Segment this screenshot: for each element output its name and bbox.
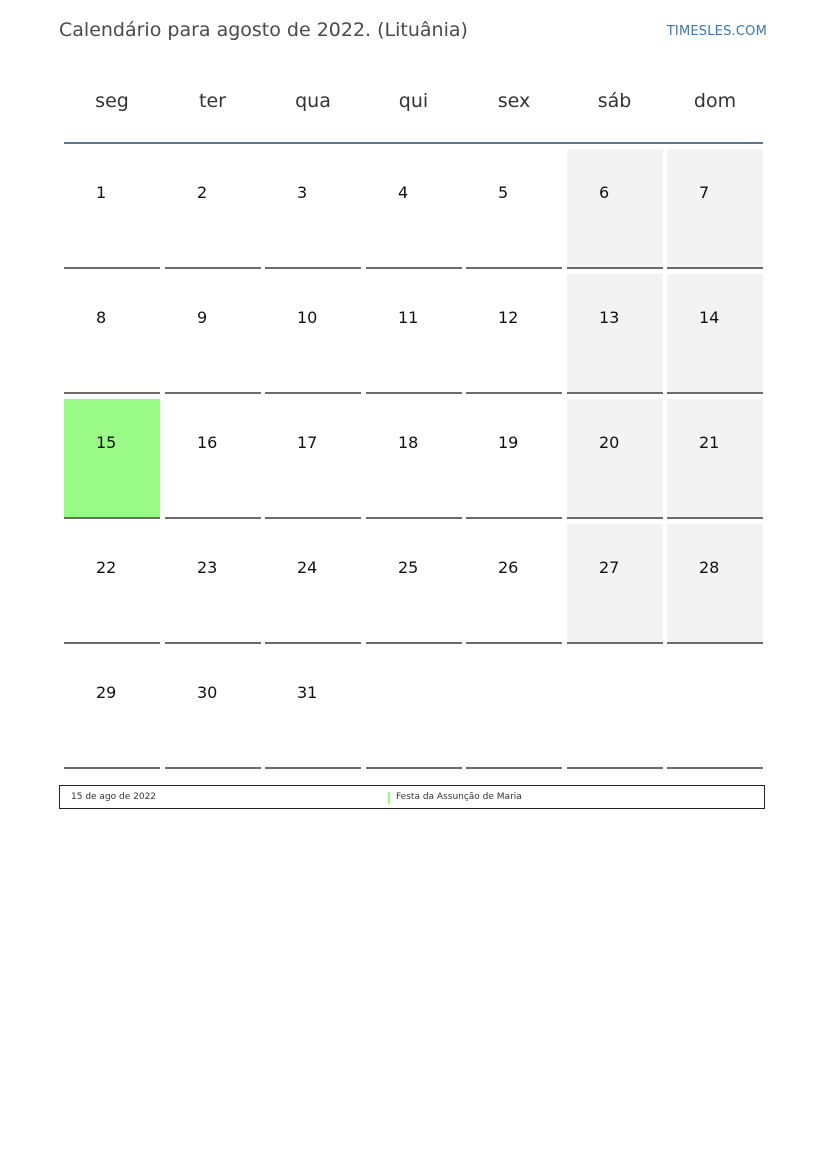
- day-number: 7: [699, 183, 710, 202]
- weekday-sun: dom: [693, 90, 737, 112]
- day-cell[interactable]: [466, 274, 562, 394]
- day-cell[interactable]: [165, 649, 261, 769]
- day-number: 22: [96, 558, 117, 577]
- brand-link[interactable]: TIMESLES.COM: [666, 24, 767, 39]
- day-cell[interactable]: [366, 399, 462, 519]
- day-cell[interactable]: [567, 399, 663, 519]
- day-cell[interactable]: [165, 274, 261, 394]
- day-number: 21: [699, 433, 720, 452]
- day-number: 23: [197, 558, 218, 577]
- day-cell[interactable]: [466, 524, 562, 644]
- header-divider: [64, 142, 763, 144]
- legend-date: 15 de ago de 2022: [71, 792, 157, 802]
- day-cell[interactable]: [567, 524, 663, 644]
- day-cell[interactable]: [466, 149, 562, 269]
- day-number: 2: [197, 183, 208, 202]
- calendar-grid: [64, 149, 763, 770]
- day-number: 14: [699, 308, 720, 327]
- holiday-legend: [59, 785, 765, 809]
- day-number: 10: [297, 308, 318, 327]
- day-number: 19: [498, 433, 519, 452]
- day-number: 9: [197, 308, 208, 327]
- day-number: 18: [398, 433, 419, 452]
- day-cell[interactable]: [667, 274, 763, 394]
- day-cell[interactable]: [165, 524, 261, 644]
- day-cell[interactable]: [165, 149, 261, 269]
- weekday-wed: qua: [295, 90, 331, 112]
- day-number: 12: [498, 308, 519, 327]
- day-number: 29: [96, 683, 117, 702]
- day-number: 13: [599, 308, 620, 327]
- weekday-thu: qui: [398, 90, 429, 112]
- page-title: Calendário para agosto de 2022. (Lituânia): [59, 19, 468, 41]
- day-number: 20: [599, 433, 620, 452]
- day-cell[interactable]: [567, 149, 663, 269]
- legend-holiday-marker: [388, 792, 390, 804]
- day-number: 6: [599, 183, 610, 202]
- day-cell[interactable]: [667, 399, 763, 519]
- day-number: 8: [96, 308, 107, 327]
- day-number: 26: [498, 558, 519, 577]
- day-cell[interactable]: [265, 399, 361, 519]
- day-cell[interactable]: [165, 399, 261, 519]
- weekday-tue: ter: [199, 90, 226, 112]
- day-number: 5: [498, 183, 509, 202]
- day-number: 24: [297, 558, 318, 577]
- weekday-header-row: [64, 90, 763, 118]
- weekday-sat: sáb: [597, 90, 632, 112]
- day-cell[interactable]: [667, 149, 763, 269]
- empty-day-cell: [466, 649, 562, 769]
- day-cell[interactable]: [366, 524, 462, 644]
- day-number: 25: [398, 558, 419, 577]
- day-number: 17: [297, 433, 318, 452]
- weekday-fri: sex: [497, 90, 531, 112]
- day-cell[interactable]: [466, 399, 562, 519]
- day-number: 1: [96, 183, 107, 202]
- day-cell[interactable]: [366, 274, 462, 394]
- day-number: 28: [699, 558, 720, 577]
- day-cell[interactable]: [64, 274, 160, 394]
- day-cell[interactable]: [366, 149, 462, 269]
- empty-day-cell: [567, 649, 663, 769]
- weekday-mon: seg: [95, 90, 129, 112]
- day-cell[interactable]: [667, 524, 763, 644]
- day-number: 15: [96, 433, 117, 452]
- day-number: 11: [398, 308, 419, 327]
- empty-day-cell: [667, 649, 763, 769]
- day-number: 27: [599, 558, 620, 577]
- empty-day-cell: [366, 649, 462, 769]
- day-number: 4: [398, 183, 409, 202]
- day-number: 16: [197, 433, 218, 452]
- day-cell[interactable]: [64, 524, 160, 644]
- day-number: 30: [197, 683, 218, 702]
- day-cell[interactable]: [64, 649, 160, 769]
- day-number: 31: [297, 683, 318, 702]
- day-cell[interactable]: [64, 399, 160, 519]
- day-number: 3: [297, 183, 308, 202]
- legend-holiday-name: Festa da Assunção de Maria: [396, 792, 522, 802]
- day-cell[interactable]: [64, 149, 160, 269]
- day-cell[interactable]: [567, 274, 663, 394]
- day-cell[interactable]: [265, 149, 361, 269]
- day-cell[interactable]: [265, 274, 361, 394]
- day-cell[interactable]: [265, 649, 361, 769]
- day-cell[interactable]: [265, 524, 361, 644]
